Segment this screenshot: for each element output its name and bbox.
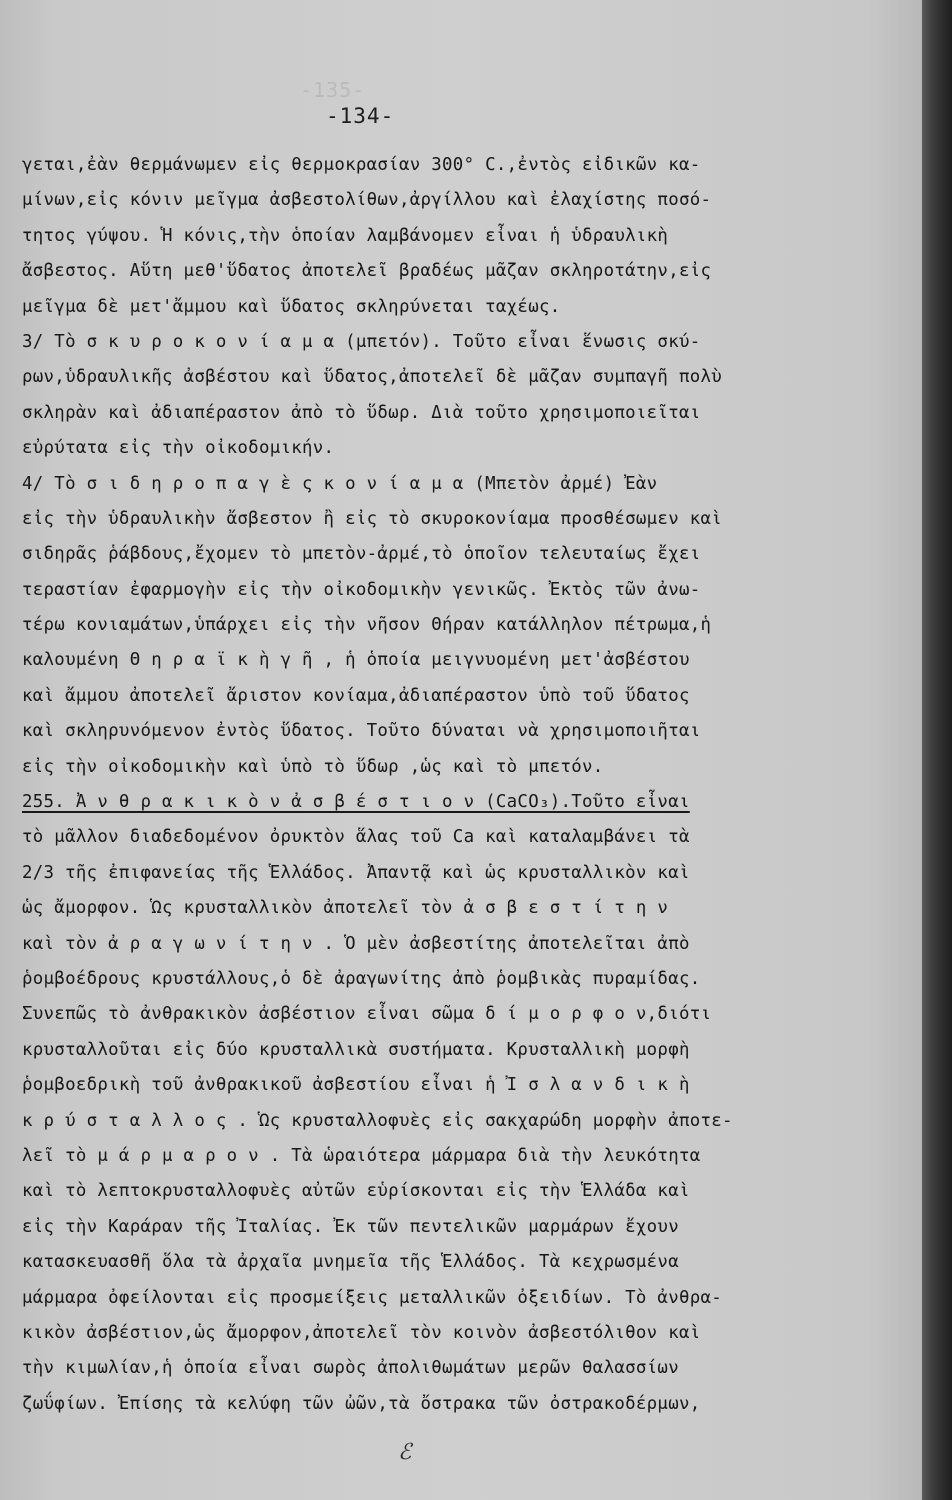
text-line: τὴν κιμωλίαν,ἡ ὁποία εἶναι σωρὸς ἀπολιθωμάτων μερῶν θαλασσίων xyxy=(22,1358,679,1379)
text-line: λεῖ τὸ μ ά ρ μ α ρ ο ν . Τὰ ὡραιότερα μάρμαρα διὰ τὴν λευκότητα xyxy=(22,1145,701,1166)
page-number: -134- xyxy=(326,104,395,128)
scan-edge-shadow xyxy=(922,0,952,1500)
text-line: τὸ μᾶλλον διαδεδομένον ὀρυκτὸν ἅλας τοῦ Ca καὶ καταλαμβάνει τὰ xyxy=(22,827,690,848)
text-line: μίνων,εἰς κόνιν μεῖγμα ἀσβεστολίθων,ἀργίλλου καὶ ἐλαχίστης ποσό- xyxy=(22,190,712,211)
text-line: ῥομβοεδρικὴ τοῦ ἀνθρακικοῦ ἀσβεστίου εἶναι ἡ Ἰ σ λ α ν δ ι κ ὴ xyxy=(22,1075,690,1096)
text-line: κ ρ ύ σ τ α λ λ ο ς . Ὡς κρυσταλλοφυὲς εἰς σακχαρώδη μορφὴν ἀποτε- xyxy=(22,1110,733,1131)
text-line: Συνεπῶς τὸ ἀνθρακικὸν ἀσβέστιον εἶναι σῶμα δ ί μ ο ρ φ ο ν,διότι xyxy=(22,1004,712,1025)
text-line: κικὸν ἀσβέστιον,ὡς ἄμορφον,ἀποτελεῖ τὸν κοινὸν ἀσβεστόλιθον καὶ xyxy=(22,1322,701,1343)
text-line: καὶ σκληρυνόμενον ἐντὸς ὕδατος. Τοῦτο δύναται νὰ χρησιμοποιῆται xyxy=(22,721,701,742)
text-line: καὶ τὸ λεπτοκρυσταλλοφυὲς αὐτῶν εὑρίσκονται εἰς τὴν Ἑλλάδα καὶ xyxy=(22,1181,690,1202)
text-line: γεται,ἐὰν θερμάνωμεν εἰς θερμοκρασίαν 300° C.,ἐντὸς εἰδικῶν κα- xyxy=(22,155,701,175)
text-line: καλουμένη Θ η ρ α ϊ κ ὴ γ ῆ , ἡ ὁποία μειγνυομένη μετ'ἀσβέστου xyxy=(22,650,690,671)
text-line: κρυσταλλοῦται εἰς δύο κρυσταλλικὰ συστήματα. Κρυσταλλικὴ μορφὴ xyxy=(22,1039,690,1060)
text-line: τεραστίαν ἐφαρμογὴν εἰς τὴν οἰκοδομικὴν γενικῶς. Ἐκτὸς τῶν ἀνω- xyxy=(22,579,701,600)
text-line: εἰς τὴν ὑδραυλικὴν ἄσβεστον ἢ εἰς τὸ σκυροκονίαμα προσθέσωμεν καὶ xyxy=(22,508,723,529)
text-line: τέρω κονιαμάτων,ὑπάρχει εἰς τὴν νῆσον Θήραν κατάλληλον πέτρωμα,ἡ xyxy=(22,615,712,636)
text-line: ἄσβεστος. Αὕτη μεθ'ὕδατος ἀποτελεῖ βραδέως μᾶζαν σκληροτάτην,εἰς xyxy=(22,261,712,282)
text-line: σιδηρᾶς ῥάβδους,ἔχομεν τὸ μπετὸν-ἀρμέ,τὸ ὁποῖον τελευταίως ἔχει xyxy=(22,544,701,565)
text-line: 3/ Τὸ σ κ υ ρ ο κ ο ν ί α μ α (μπετόν). Τοῦτο εἶναι ἕνωσις σκύ- xyxy=(22,331,701,352)
text-line: ρων,ὑδραυλικῆς ἀσβέστου καὶ ὕδατος,ἀποτελεῖ δὲ μᾶζαν συμπαγῆ πολὺ xyxy=(22,367,723,388)
handwritten-mark: ℰ xyxy=(398,1440,412,1465)
text-line: ὡς ἄμορφον. Ὡς κρυσταλλικὸν ἀποτελεῖ τὸν ἀ σ β ε σ τ ί τ η ν xyxy=(22,898,669,919)
text-line: 2/3 τῆς ἐπιφανείας τῆς Ἑλλάδος. Ἀπαντᾷ καὶ ὡς κρυσταλλικὸν καὶ xyxy=(22,862,690,883)
section-heading-line xyxy=(22,785,912,820)
bleed-through-page-number: -135- xyxy=(300,78,366,102)
text-line: σκληρὰν καὶ ἀδιαπέραστον ἀπὸ τὸ ὕδωρ. Διὰ τοῦτο χρησιμοποιεῖται xyxy=(22,402,701,423)
text-line: 4/ Τὸ σ ι δ η ρ ο π α γ ὲ ς κ ο ν ί α μ α (Μπετὸν ἀρμέ) Ἐὰν xyxy=(22,473,658,494)
text-line: εὐρύτατα εἰς τὴν οἰκοδομικήν. xyxy=(22,438,335,459)
text-line: κατασκευασθῆ ὅλα τὰ ἀρχαῖα μνημεῖα τῆς Ἑλλάδος. Τὰ κεχρωσμένα xyxy=(22,1252,679,1273)
text-line: μεῖγμα δὲ μετ'ἄμμου καὶ ὕδατος σκληρύνεται ταχέως. xyxy=(22,296,561,317)
text-line: καὶ τὸν ἀ ρ α γ ω ν ί τ η ν . Ὁ μὲν ἀσβεστίτης ἀποτελεῖται ἀπὸ xyxy=(22,933,690,954)
text-line: καὶ ἄμμου ἀποτελεῖ ἄριστον κονίαμα,ἀδιαπέραστον ὑπὸ τοῦ ὕδατος xyxy=(22,685,690,706)
text-line: ζωΰφίων. Ἐπίσης τὰ κελύφη τῶν ὠῶν,τὰ ὄστρακα τῶν ὀστρακοδέρμων, xyxy=(22,1393,701,1414)
text-line: τητος γύψου. Ἡ κόνις,τὴν ὁποίαν λαμβάνομεν εἶναι ἡ ὑδραυλικὴ xyxy=(22,225,669,246)
text-line: εἰς τὴν Καράραν τῆς Ἰταλίας. Ἐκ τῶν πεντελικῶν μαρμάρων ἔχουν xyxy=(22,1216,679,1237)
text-line: ῥομβοέδρους κρυστάλλους,ὁ δὲ ἀραγωνίτης ἀπὸ ῥομβικὰς πυραμίδας. xyxy=(22,968,701,989)
text-line: εἰς τὴν οἰκοδομικὴν καὶ ὑπὸ τὸ ὕδωρ ,ὡς καὶ τὸ μπετόν. xyxy=(22,756,604,777)
section-heading-text: 255. Ἀ ν θ ρ α κ ι κ ὸ ν ἀ σ β έ σ τ ι ο ν (CaCO₃).Τοῦτο εἶναι xyxy=(22,792,690,813)
text-line: μάρμαρα ὀφείλονται εἰς προσμείξεις μεταλλικῶν ὀξειδίων. Τὸ ἀνθρα- xyxy=(22,1287,723,1308)
body-text xyxy=(22,148,912,1422)
